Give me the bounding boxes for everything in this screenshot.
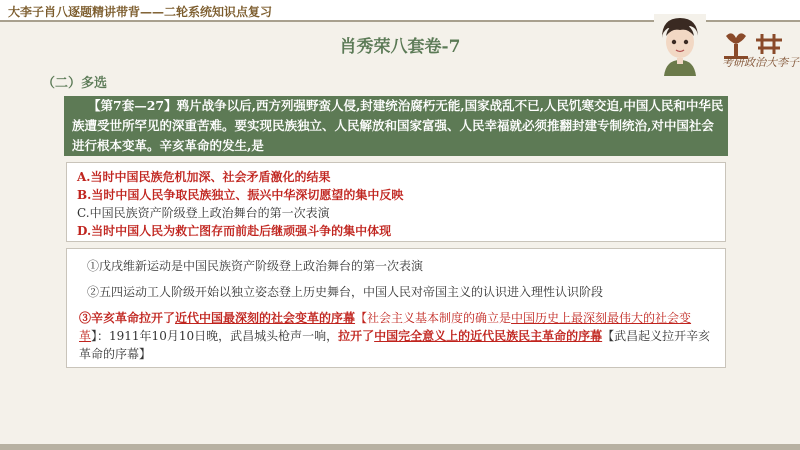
course-title: 大李子肖八逐题精讲带背——二轮系统知识点复习 <box>8 5 273 19</box>
option-d: D.当时中国人民为救亡图存而前赴后继顽强斗争的集中体现 <box>77 224 392 238</box>
analysis-3-part3: 【社会主义基本制度的确立是 <box>355 311 512 325</box>
question-text: 【第7套—27】鸦片战争以后,西方列强野蛮人侵,封建统治腐朽无能,国家战乱不已,人民饥寒交迫,中国人民和中华民族遭受世所罕见的深重苦难。要实现民族独立、人民解放和国家富强、人民幸福就必须推翻封建专制统治,对中国社会进行根本变革。辛亥革命的发生,是 <box>72 98 724 153</box>
question-box <box>64 96 728 156</box>
analysis-box <box>66 248 726 368</box>
analysis-line-3 <box>79 309 715 363</box>
analysis-3-part4: 中国历史上最深刻最伟大的社会变革 <box>79 311 692 343</box>
bottom-bar <box>0 444 800 450</box>
analysis-3-part7: 中国完全意义上的近代民族民主革命的序幕 <box>374 329 603 343</box>
section-label: （二）多选 <box>42 76 108 91</box>
analysis-3-part2: 近代中国最深刻的社会变革的序幕 <box>175 311 356 325</box>
analysis-line-2: ②五四运动工人阶级开始以独立姿态登上历史舞台，中国人民对帝国主义的认识进入理性认识阶段 <box>87 285 604 299</box>
analysis-line-1: ①戊戌维新运动是中国民族资产阶级登上政治舞台的第一次表演 <box>87 259 424 273</box>
option-a: A.当时中国民族危机加深、社会矛盾激化的结果 <box>77 170 331 184</box>
slide-title: 肖秀荣八套卷-7 <box>339 37 461 57</box>
analysis-3-part8: 【武昌起义拉开辛亥革命的序幕】 <box>79 329 711 361</box>
option-c: C.中国民族资产阶级登上政治舞台的第一次表演 <box>77 206 330 220</box>
analysis-3-part1: ③辛亥革命拉开了 <box>79 311 176 325</box>
logo-text: 考研政治大李子 <box>722 56 799 69</box>
analysis-3-part5: 】：1911年10月10日晚，武昌城头枪声一响， <box>91 329 339 343</box>
option-b: B.当时中国人民争取民族独立、振兴中华深切愿望的集中反映 <box>77 188 404 202</box>
options-box <box>66 162 726 242</box>
avatar <box>654 14 706 76</box>
analysis-3-part6: 拉开了 <box>338 329 375 343</box>
